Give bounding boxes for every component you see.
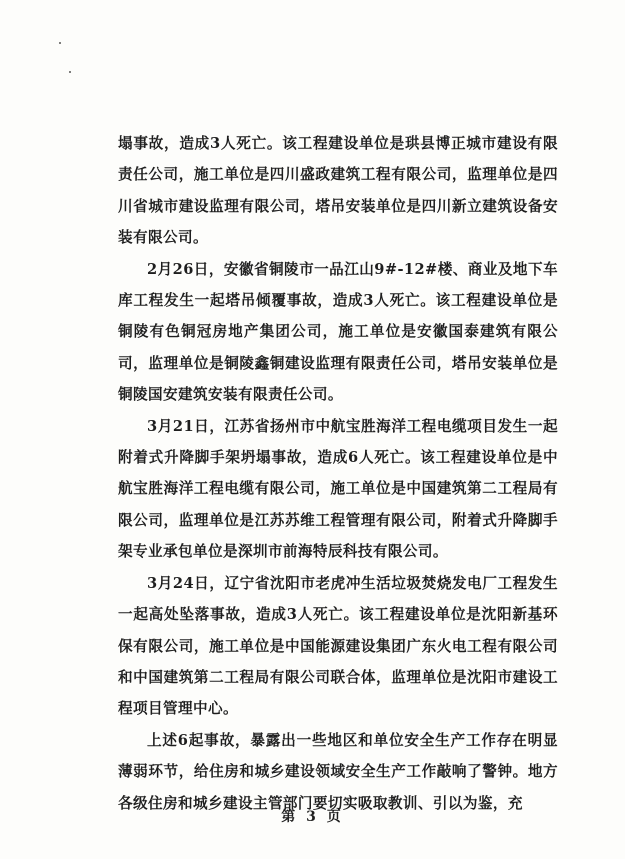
- paragraph-tongling-accident: 2月26日，安徽省铜陵市一品江山9#-12#楼、商业及地下车库工程发生一起塔吊倾覆事故，造成3人死亡。该工程建设单位是铜陵有色铜冠房地产集团公司，施工单位是安徽国泰建筑有限公司，监理单位是铜陵鑫铜建设监理有限责任公司，塔吊安装单位是铜陵国安建筑安装有限责任公司。: [118, 260, 558, 404]
- paragraph-continuation: 塌事故，造成3人死亡。该工程建设单位是珙县博正城市建设有限责任公司，施工单位是四川盛政建筑工程有限公司，监理单位是四川省城市建设监理有限公司，塔吊安装单位是四川新立建筑设备安装有限公司。: [118, 135, 558, 247]
- scan-speck: [69, 71, 71, 73]
- paragraph-shenyang-accident: 3月24日，辽宁省沈阳市老虎冲生活垃圾焚烧发电厂工程发生一起高处坠落事故，造成3人死亡。该工程建设单位是沈阳新基环保有限公司，施工单位是中国能源建设集团广东火电工程有限公司和中国建筑第二工程局有限公司联合体，监理单位是沈阳市建设工程项目管理中心。: [118, 574, 558, 718]
- paragraph-summary: 上述6起事故，暴露出一些地区和单位安全生产工作存在明显薄弱环节，给住房和城乡建设领域安全生产工作敲响了警钟。地方各级住房和城乡建设主管部门要切实吸取教训、引以为鉴，充: [118, 731, 558, 812]
- page-number: 第 3 页: [281, 809, 344, 825]
- paragraph-yangzhou-accident: 3月21日，江苏省扬州市中航宝胜海洋工程电缆项目发生一起附着式升降脚手架坍塌事故，造成6人死亡。该工程建设单位是中航宝胜海洋工程电缆有限公司，施工单位是中国建筑第二工程局有限公司，监理单位是江苏苏维工程管理有限公司，附着式升降脚手架专业承包单位是深圳市前海特辰科技有限公司。: [118, 417, 558, 561]
- scan-speck: [59, 42, 61, 44]
- document-body: [118, 128, 558, 819]
